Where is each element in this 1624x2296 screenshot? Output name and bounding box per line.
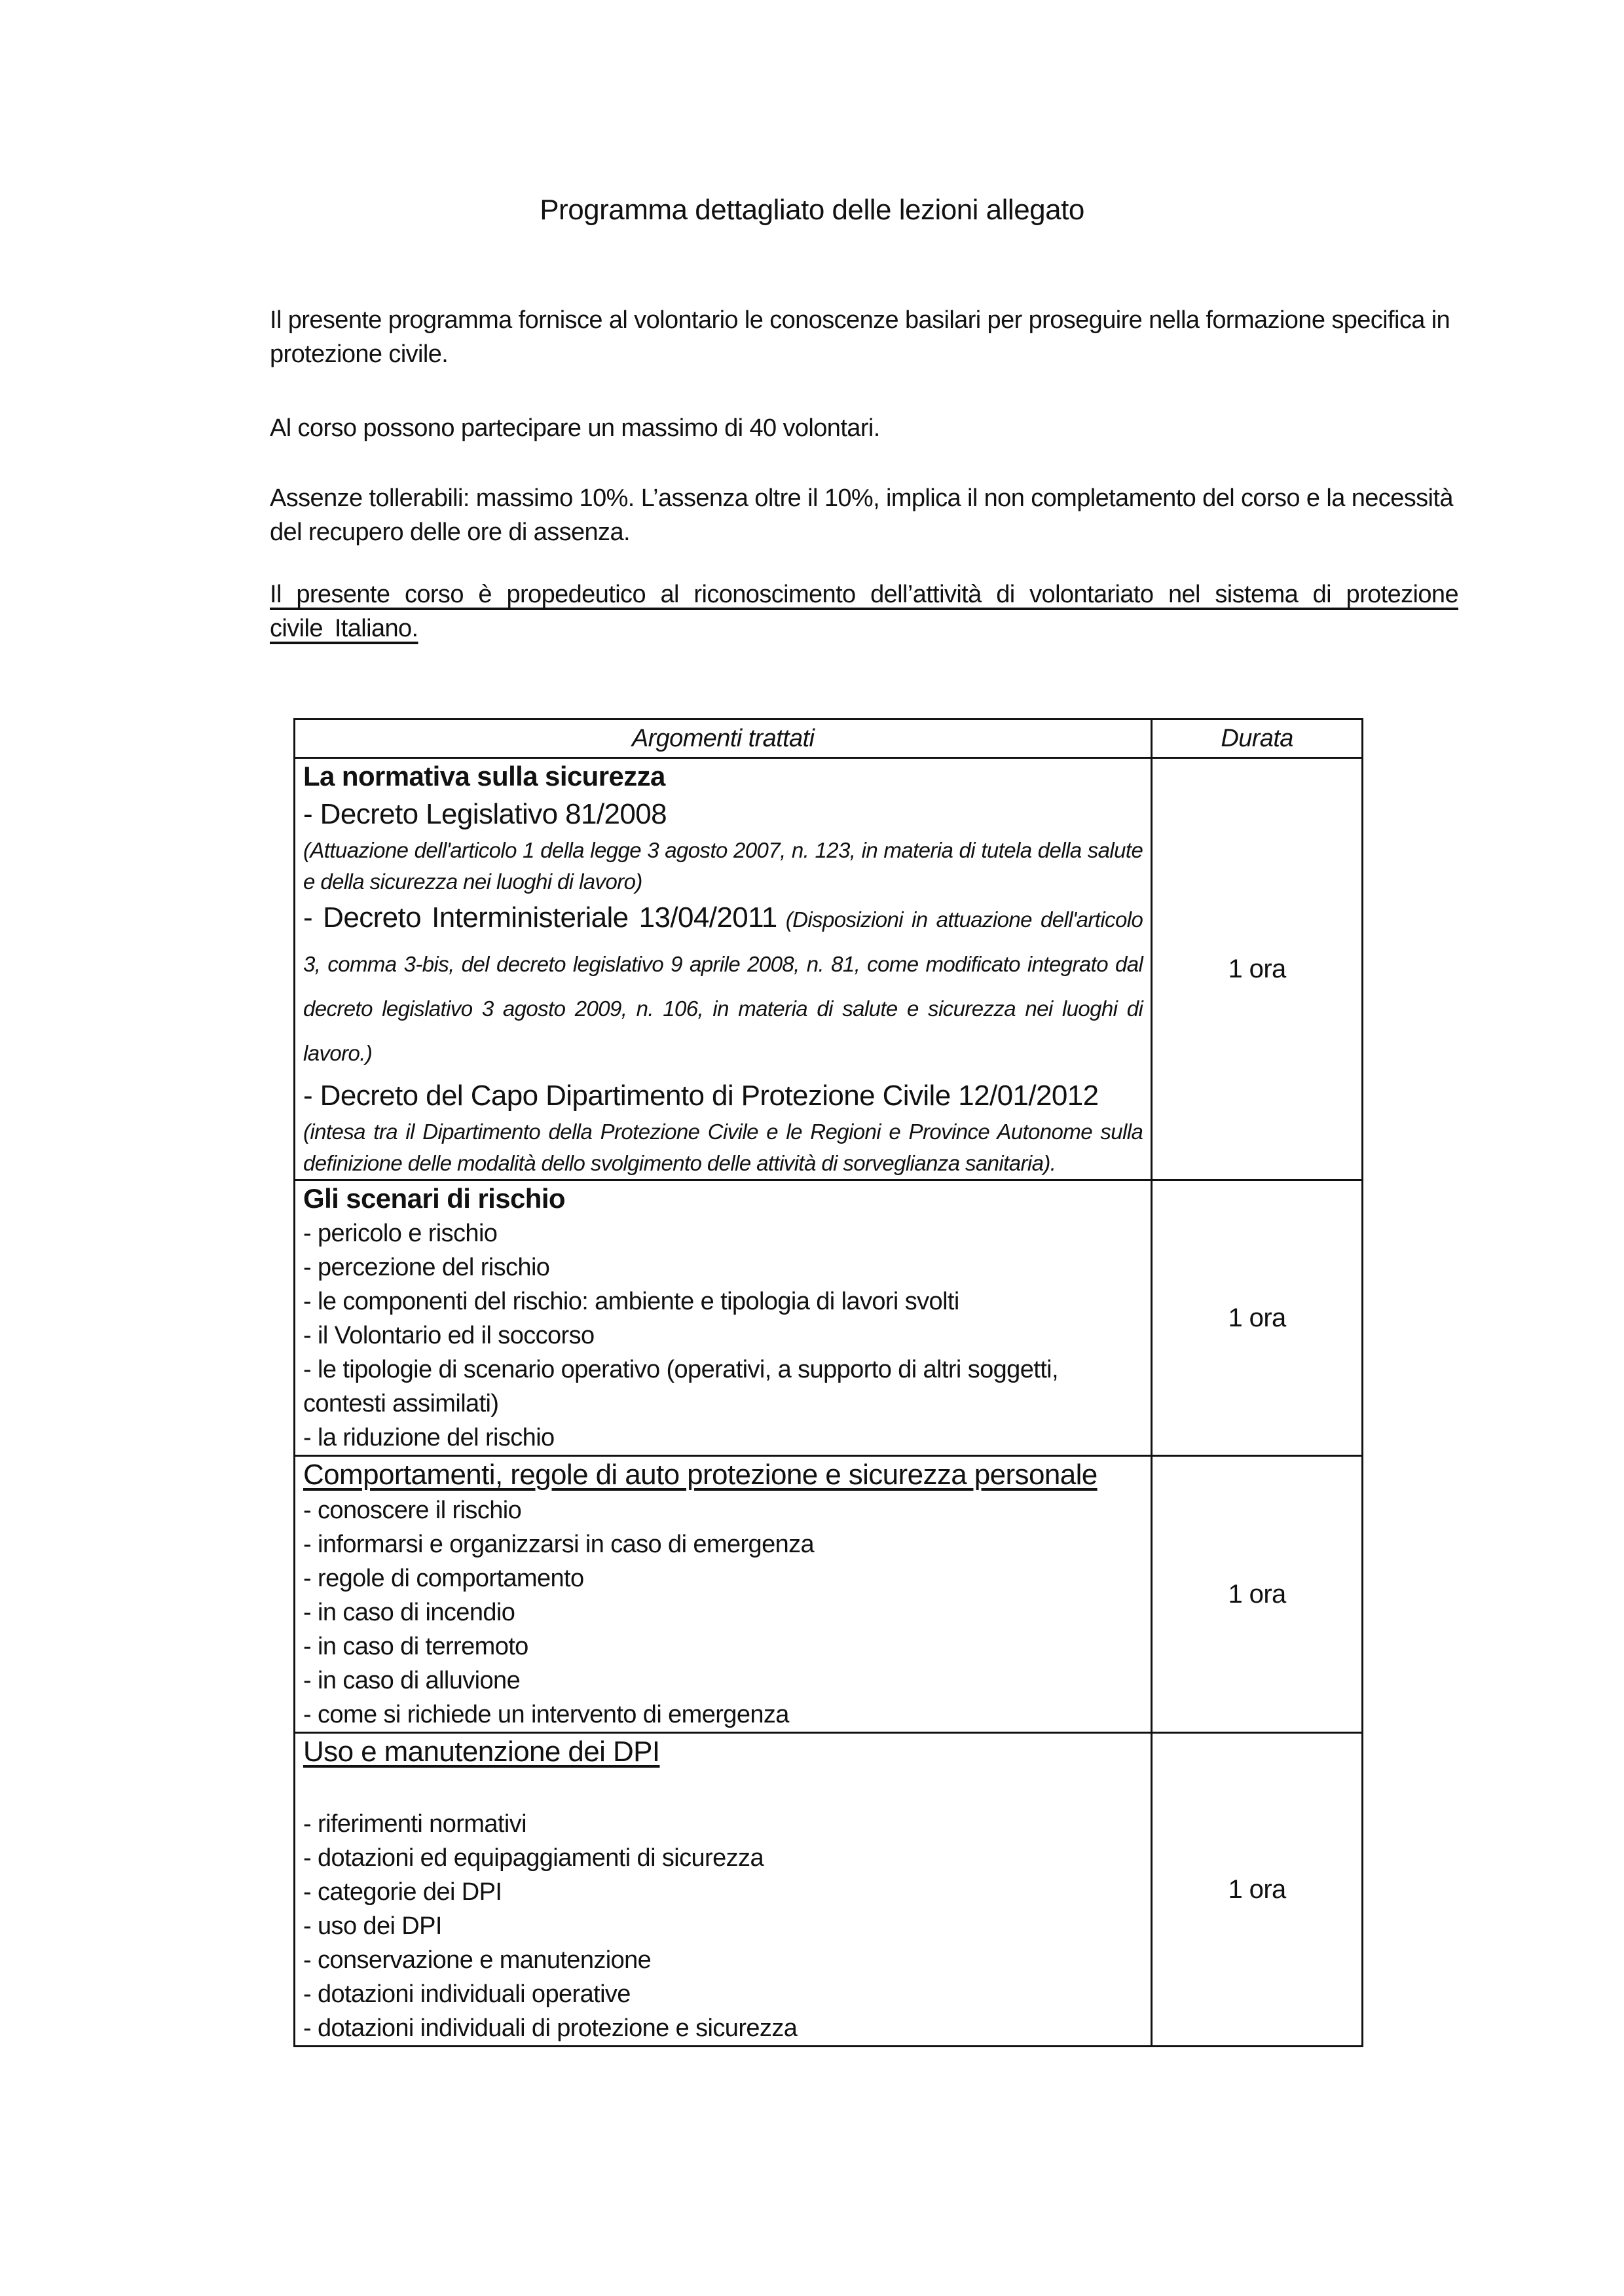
list-item: - regole di comportamento bbox=[303, 1565, 584, 1592]
list-item: - conservazione e manutenzione bbox=[303, 1946, 652, 1974]
list-item: - conoscere il rischio bbox=[303, 1497, 522, 1524]
list-item: - le componenti del rischio: ambiente e tipologia di lavori svolti bbox=[303, 1288, 959, 1315]
propedeutic-paragraph: Il presente corso è propedeutico al riconoscimento dell’attività di volontariato nel sistema di protezione civile Italiano. bbox=[270, 581, 1458, 642]
table-header-row bbox=[295, 720, 1363, 758]
list-item: - riferimenti normativi bbox=[303, 1810, 526, 1838]
participants-paragraph: Al corso possono partecipare un massimo di 40 volontari. bbox=[270, 414, 880, 442]
table-row bbox=[295, 1180, 1363, 1456]
list-item: - dotazioni individuali operative bbox=[303, 1980, 631, 2008]
duration-cell: 1 ora bbox=[1152, 1456, 1363, 1733]
list-item: - uso dei DPI bbox=[303, 1912, 442, 1940]
list-item: - le tipologie di scenario operativo (operativi, a supporto di altri soggetti, contesti assimilati) bbox=[303, 1356, 1058, 1417]
section-title: Uso e manutenzione dei DPI bbox=[303, 1736, 660, 1768]
decree-item: - Decreto Legislativo 81/2008 bbox=[303, 798, 667, 830]
list-item: - dotazioni ed equipaggiamenti di sicurezza bbox=[303, 1844, 764, 1872]
topic-cell bbox=[295, 1180, 1152, 1456]
list-item: - come si richiede un intervento di emergenza bbox=[303, 1701, 789, 1728]
table-row bbox=[295, 1456, 1363, 1733]
header-topics: Argomenti trattati bbox=[295, 720, 1152, 758]
page-title: Programma dettagliato delle lezioni allegato bbox=[540, 194, 1084, 226]
duration-cell: 1 ora bbox=[1152, 1180, 1363, 1456]
decree-note-text: (Disposizioni in attuazione dell'articolo 3, comma 3-bis, del decreto legislativo 9 aprile 2008, n. 81, come modificato integrato dal decreto legislativo 3 agosto 2009, n. 106, in materia di salute e sicurezza nei luoghi di lavoro.) bbox=[303, 907, 1143, 1065]
decree-note: (Attuazione dell'articolo 1 della legge 3 agosto 2007, n. 123, in materia di tutela della salute e della sicurezza nei luoghi di lavoro) bbox=[303, 838, 1143, 894]
decree-item: - Decreto Interministeriale 13/04/2011 bbox=[303, 902, 777, 934]
list-item: - in caso di terremoto bbox=[303, 1633, 528, 1660]
header-duration: Durata bbox=[1152, 720, 1363, 758]
list-item: - pericolo e rischio bbox=[303, 1220, 498, 1247]
list-item: - in caso di incendio bbox=[303, 1599, 515, 1626]
list-item: - dotazioni individuali di protezione e sicurezza bbox=[303, 2014, 798, 2042]
decree-note: (intesa tra il Dipartimento della Protezione Civile e le Regioni e Province Autonome sulla definizione delle modalità dello svolgimento delle attività di sorveglianza sanitaria). bbox=[303, 1120, 1143, 1175]
duration-cell: 1 ora bbox=[1152, 1733, 1363, 2047]
intro-paragraph: Il presente programma fornisce al volontario le conoscenze basilari per proseguire nella formazione specifica in protezione civile. bbox=[270, 306, 1450, 368]
section-title: Gli scenari di rischio bbox=[303, 1183, 565, 1214]
list-item: - categorie dei DPI bbox=[303, 1878, 502, 1906]
section-title: Comportamenti, regole di auto protezione e sicurezza personale bbox=[303, 1459, 1098, 1491]
lessons-table bbox=[293, 718, 1363, 2047]
topic-cell bbox=[295, 1456, 1152, 1733]
list-item: - percezione del rischio bbox=[303, 1254, 550, 1281]
spacer bbox=[303, 1770, 1143, 1807]
table-row bbox=[295, 758, 1363, 1180]
absences-paragraph: Assenze tollerabili: massimo 10%. L’assenza oltre il 10%, implica il non completamento del corso e la necessità del recupero delle ore di assenza. bbox=[270, 484, 1453, 546]
duration-cell: 1 ora bbox=[1152, 758, 1363, 1180]
list-item: - informarsi e organizzarsi in caso di emergenza bbox=[303, 1531, 815, 1558]
list-item: - la riduzione del rischio bbox=[303, 1424, 555, 1451]
list-item: - in caso di alluvione bbox=[303, 1667, 521, 1694]
topic-cell bbox=[295, 1733, 1152, 2047]
decree-item: - Decreto del Capo Dipartimento di Protezione Civile 12/01/2012 bbox=[303, 1080, 1099, 1112]
section-title: La normativa sulla sicurezza bbox=[303, 761, 665, 792]
topic-cell bbox=[295, 758, 1152, 1180]
list-item: - il Volontario ed il soccorso bbox=[303, 1322, 595, 1349]
decree-note bbox=[303, 898, 1143, 1076]
table-row bbox=[295, 1733, 1363, 2047]
